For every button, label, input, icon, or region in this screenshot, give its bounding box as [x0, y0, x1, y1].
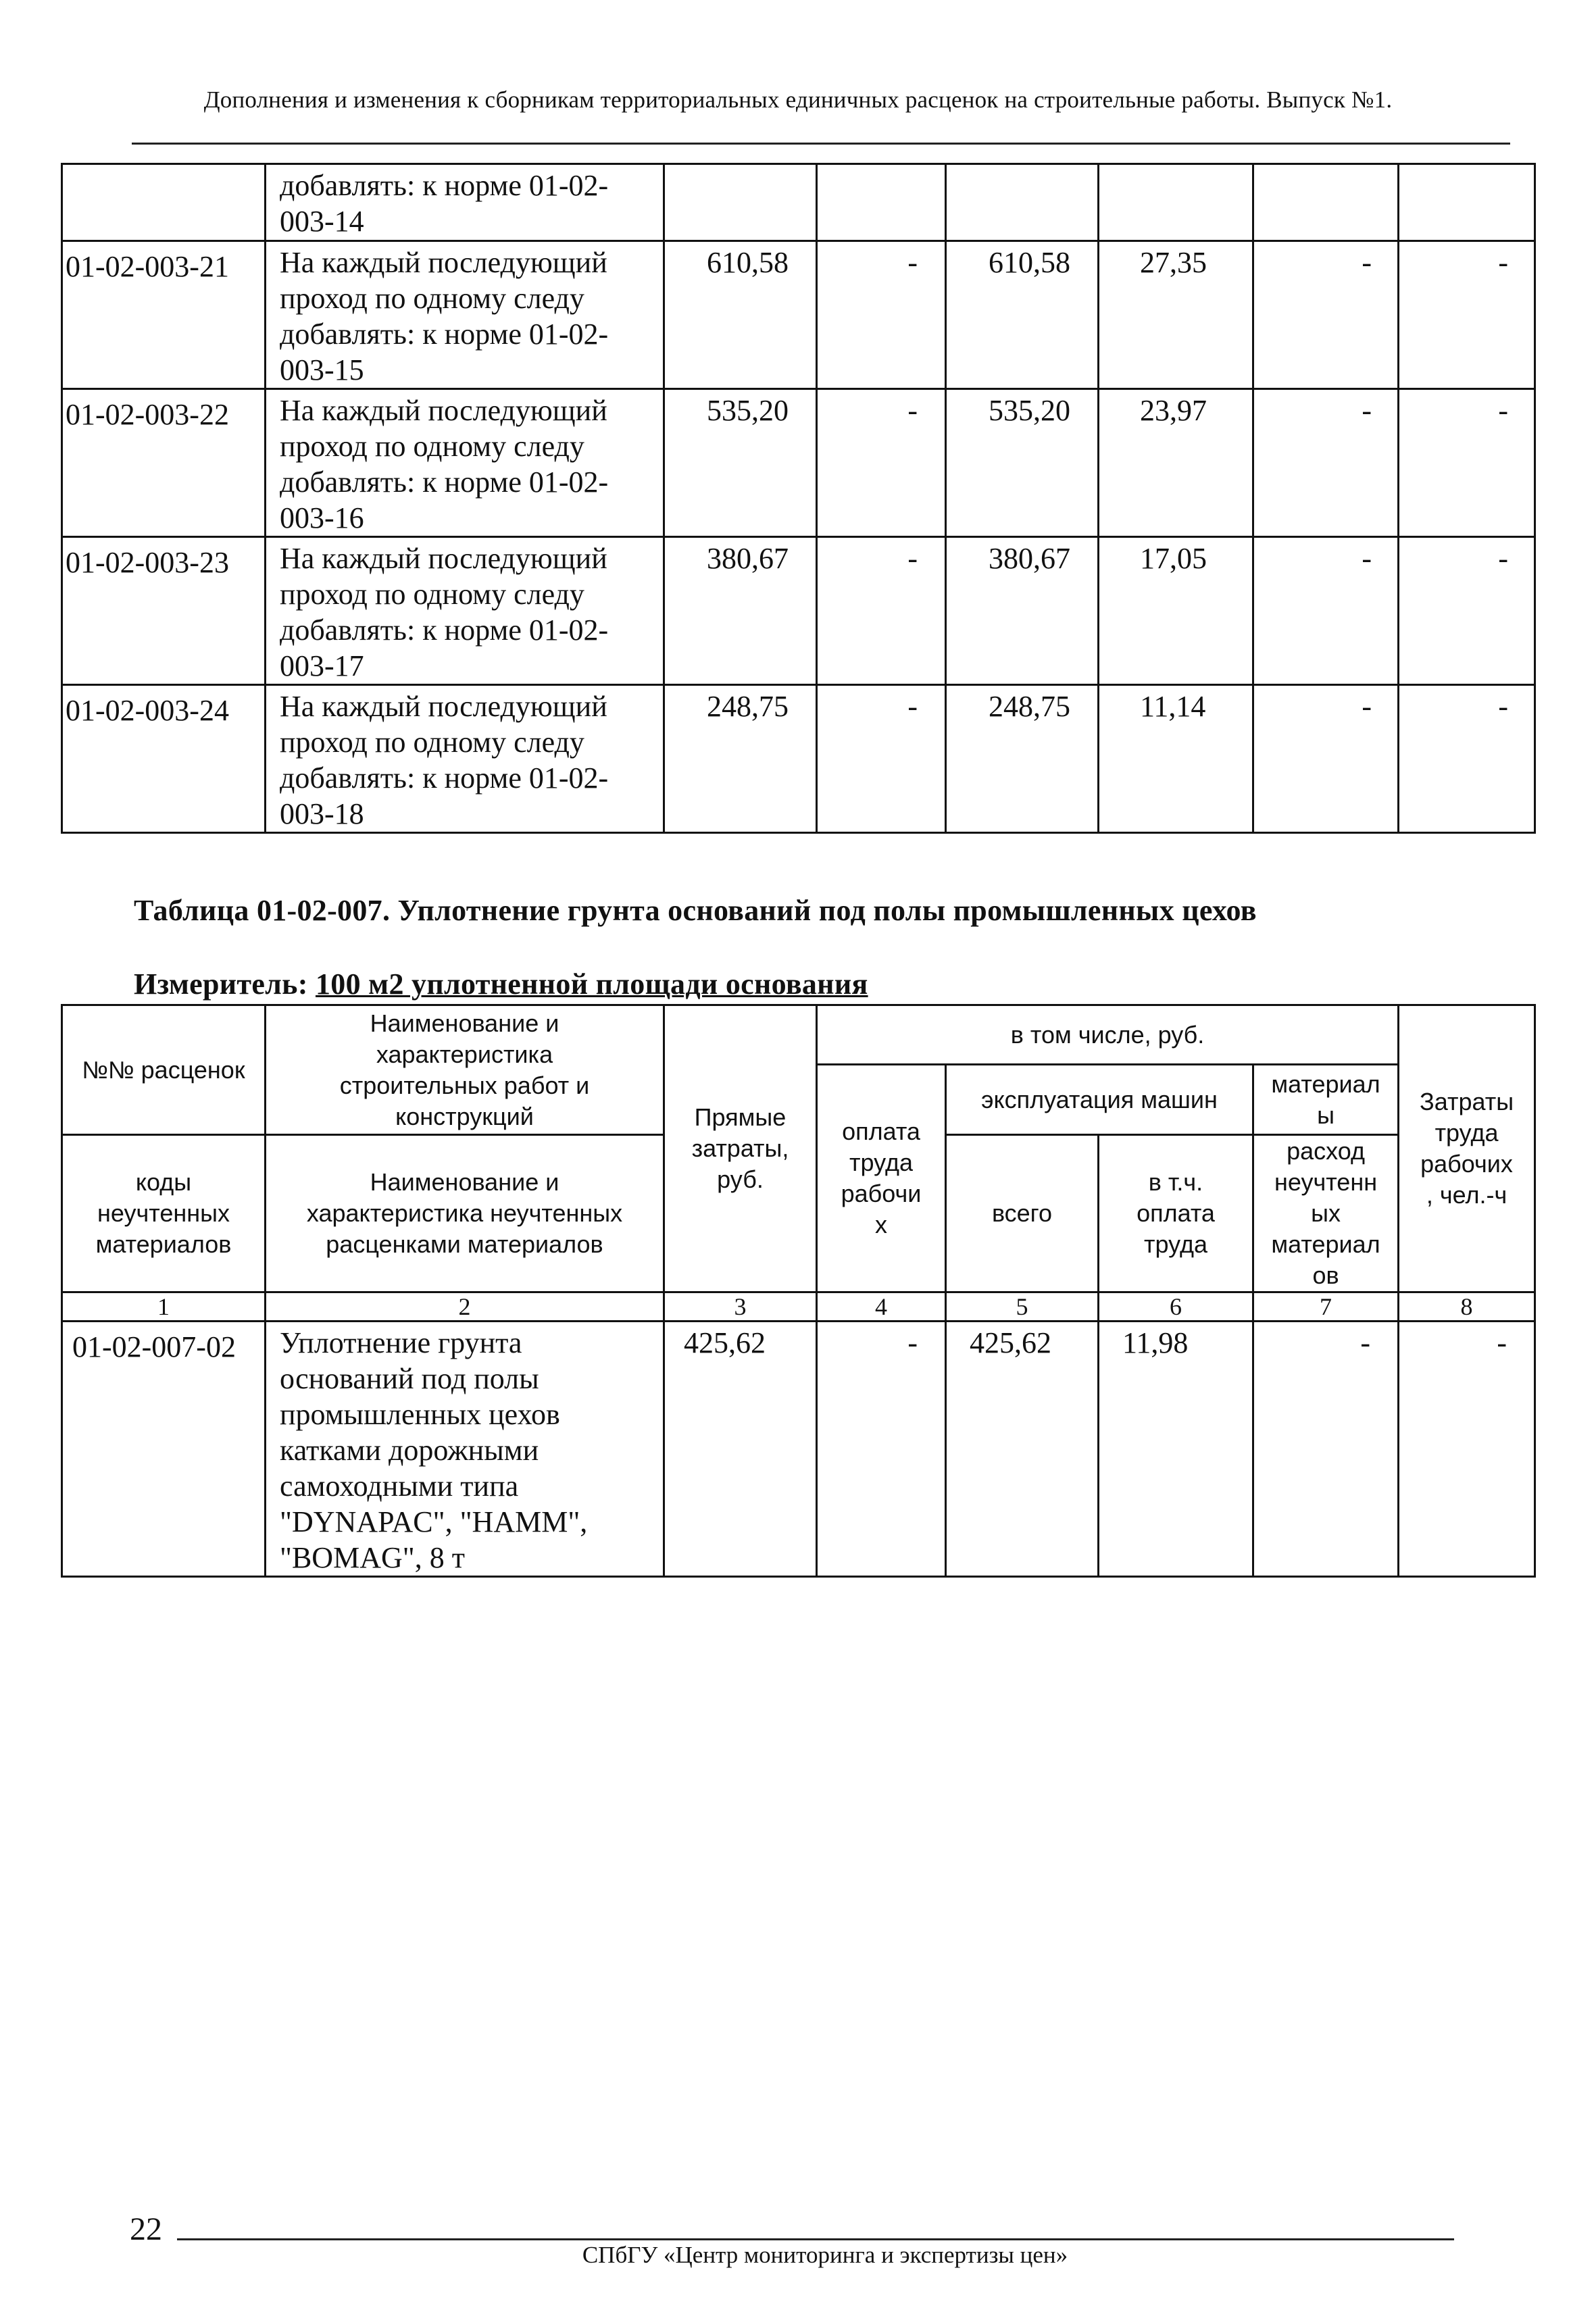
direct-cost-cell: 248,75 [664, 685, 817, 833]
header-machines-total: всего [946, 1135, 1099, 1292]
direct-cost-cell: 425,62 [664, 1322, 817, 1577]
header-direct-costs: Прямые затраты, руб. [664, 1005, 817, 1292]
direct-cost-cell: 610,58 [664, 241, 817, 389]
name-line: проход по одному следу [280, 726, 584, 759]
index-cell: 1 [62, 1292, 266, 1322]
header-name: Наименование и характеристика строительных работ и конструкций [266, 1005, 664, 1135]
name-line: проход по одному следу [280, 282, 584, 315]
name-line: добавлять: к норме 01-02- [280, 761, 609, 795]
code-cell: 01-02-007-02 [62, 1322, 266, 1577]
name-line: На каждый последующий [280, 246, 607, 279]
page-number: 22 [130, 2211, 162, 2247]
footer-organization: СПбГУ «Центр мониторинга и экспертизы цен» [582, 2242, 1068, 2268]
labor-hours-cell: - [1399, 241, 1535, 389]
code-cell: 01-02-003-21 [62, 241, 266, 389]
name-line: "DYNAPAC", "HAMM", [280, 1505, 588, 1538]
table-row [62, 164, 1535, 241]
name-line: добавлять: к норме 01-02- [280, 466, 609, 499]
labor-cost-cell: - [817, 537, 946, 685]
header-including: в том числе, руб. [817, 1005, 1399, 1065]
labor-hours-cell: - [1399, 389, 1535, 537]
table-row [62, 389, 1535, 537]
name-line: На каждый последующий [280, 542, 607, 575]
header-materials-sub: расход неучтенн ых материал ов [1253, 1135, 1399, 1292]
code-cell [62, 164, 266, 241]
code-cell: 01-02-003-24 [62, 685, 266, 833]
rates-table [61, 1004, 1536, 1578]
header-materials: материал ы [1253, 1065, 1399, 1135]
index-cell: 7 [1253, 1292, 1399, 1322]
machines-labor-cell: 17,05 [1099, 537, 1253, 685]
name-line: Уплотнение грунта [280, 1326, 522, 1359]
machines-labor-cell: 27,35 [1099, 241, 1253, 389]
index-row [62, 1292, 1535, 1322]
materials-cell: - [1253, 537, 1399, 685]
labor-cost-cell: - [817, 1322, 946, 1577]
footer-divider [177, 2238, 1454, 2240]
index-cell: 8 [1399, 1292, 1535, 1322]
direct-cost-cell: 380,67 [664, 537, 817, 685]
machines-total-cell: 248,75 [946, 685, 1099, 833]
index-cell: 3 [664, 1292, 817, 1322]
name-line: "BOMAG", 8 т [280, 1541, 465, 1574]
labor-hours-cell: - [1399, 685, 1535, 833]
name-line: самоходными типа [280, 1469, 519, 1503]
index-cell: 2 [266, 1292, 664, 1322]
name-line: 003-17 [280, 649, 364, 682]
table-title: Таблица 01-02-007. Уплотнение грунта оснований под полы промышленных цехов [134, 894, 1257, 927]
materials-cell: - [1253, 389, 1399, 537]
header-machines: эксплуатация машин [946, 1065, 1253, 1135]
table-row [62, 685, 1535, 833]
labor-hours-cell: - [1399, 1322, 1535, 1577]
machines-labor-cell: 11,98 [1099, 1322, 1253, 1577]
code-cell: 01-02-003-22 [62, 389, 266, 537]
name-line: катками дорожными [280, 1434, 539, 1467]
code-cell: 01-02-003-23 [62, 537, 266, 685]
labor-cost-cell: - [817, 241, 946, 389]
labor-cost-cell: - [817, 685, 946, 833]
machines-total-cell: 425,62 [946, 1322, 1099, 1577]
measure-label: Измеритель: [134, 967, 308, 1001]
materials-cell: - [1253, 685, 1399, 833]
name-line: 003-14 [280, 205, 364, 238]
name-cell [266, 389, 664, 537]
index-cell: 6 [1099, 1292, 1253, 1322]
machines-total-cell: 380,67 [946, 537, 1099, 685]
labor-hours-cell: - [1399, 537, 1535, 685]
index-cell: 5 [946, 1292, 1099, 1322]
materials-cell: - [1253, 1322, 1399, 1577]
name-line: добавлять: к норме 01-02- [280, 613, 609, 647]
name-line: На каждый последующий [280, 690, 607, 723]
header-machines-labor: в т.ч. оплата труда [1099, 1135, 1253, 1292]
name-cell [266, 685, 664, 833]
name-line: оснований под полы [280, 1362, 539, 1395]
name-line: 003-16 [280, 501, 364, 534]
table-row [62, 537, 1535, 685]
header-labor: оплата труда рабочи х [817, 1065, 946, 1292]
continuation-table [61, 163, 1536, 834]
name-line: 003-18 [280, 797, 364, 830]
labor-cost-cell: - [817, 389, 946, 537]
name-cell [266, 241, 664, 389]
header-unaccounted-codes: коды неучтенных материалов [62, 1135, 266, 1292]
machines-labor-cell: 11,14 [1099, 685, 1253, 833]
table-row [62, 1322, 1535, 1577]
name-line: На каждый последующий [280, 394, 607, 427]
measure-value: 100 м2 уплотненной площади основания [315, 967, 868, 1001]
header-divider [132, 143, 1510, 145]
name-cell [266, 164, 664, 241]
header-unaccounted-name: Наименование и характеристика неучтенных расценками материалов [266, 1135, 664, 1292]
index-cell: 4 [817, 1292, 946, 1322]
name-line: добавлять: к норме 01-02- [280, 318, 609, 351]
header-labor-hours: Затраты труда рабочих , чел.-ч [1399, 1005, 1535, 1292]
header-row [62, 1005, 1535, 1065]
name-line: добавлять: к норме 01-02- [280, 169, 609, 202]
machines-total-cell: 535,20 [946, 389, 1099, 537]
page-header-title: Дополнения и изменения к сборникам территориальных единичных расценок на строительные работы. Выпуск №1. [203, 86, 1393, 113]
materials-cell: - [1253, 241, 1399, 389]
machines-labor-cell: 23,97 [1099, 389, 1253, 537]
machines-total-cell: 610,58 [946, 241, 1099, 389]
name-line: проход по одному следу [280, 578, 584, 611]
measure-line [134, 967, 868, 1001]
name-cell [266, 537, 664, 685]
name-cell [266, 1322, 664, 1577]
header-code: №№ расценок [62, 1005, 266, 1135]
name-line: промышленных цехов [280, 1398, 560, 1431]
table-row [62, 241, 1535, 389]
name-line: проход по одному следу [280, 430, 584, 463]
direct-cost-cell: 535,20 [664, 389, 817, 537]
name-line: 003-15 [280, 353, 364, 386]
